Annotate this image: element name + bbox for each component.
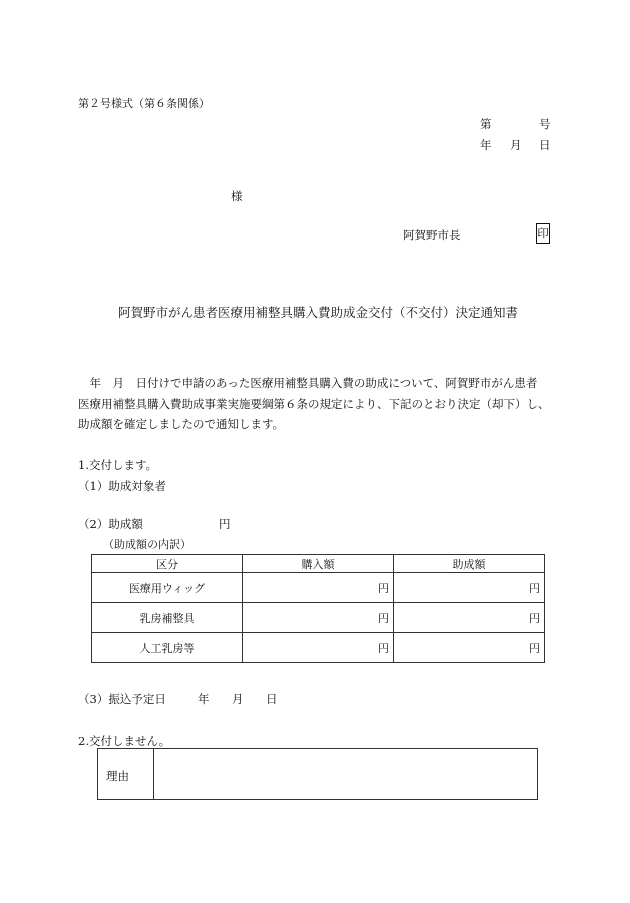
column-header-subsidy: 助成額	[394, 555, 545, 573]
row-purchase-amount: 円	[243, 633, 394, 663]
transfer-date-day: 日	[266, 692, 278, 706]
row-subsidy-amount: 円	[394, 633, 545, 663]
body-line: 医療用補整具購入費助成事業実施要綱第６条の規定により、下記のとおり決定（却下）し、	[78, 396, 550, 411]
form-number-label: 第２号様式（第６条関係）	[78, 97, 210, 110]
seal-stamp-box	[536, 223, 550, 244]
row-subsidy-amount: 円	[394, 603, 545, 633]
transfer-date-year: 年	[198, 692, 210, 706]
reason-divider	[153, 749, 154, 799]
transfer-date-month: 月	[232, 692, 244, 706]
date-day-label: 日	[539, 138, 551, 152]
table-header-row	[92, 555, 545, 573]
body-paragraph	[78, 373, 558, 435]
reason-box	[97, 748, 538, 800]
body-line: 助成額を確定しましたので通知します。	[78, 417, 285, 431]
transfer-date-label: （3）振込予定日	[78, 692, 166, 706]
sender-name: 阿賀野市長	[403, 228, 461, 242]
body-line: 年 月 日付けで申請のあった医療用補整具購入費の助成について、阿賀野市がん患者	[78, 376, 538, 390]
section2-heading: 2.交付しません。	[78, 734, 171, 748]
addressee-honorific: 様	[231, 189, 243, 203]
row-purchase-amount: 円	[243, 603, 394, 633]
document-number-suffix: 号	[539, 117, 551, 131]
row-subsidy-amount: 円	[394, 573, 545, 603]
column-header-purchase: 購入額	[243, 555, 394, 573]
row-purchase-amount: 円	[243, 573, 394, 603]
section1-heading: 1.交付します。	[78, 458, 158, 472]
table-row	[92, 633, 545, 663]
subsidy-amount-label: （2）助成額	[78, 517, 143, 531]
row-category: 人工乳房等	[92, 633, 243, 663]
table-row	[92, 573, 545, 603]
row-category: 乳房補整具	[92, 603, 243, 633]
subsidy-recipient-label: （1）助成対象者	[78, 479, 166, 493]
seal-mark: 印	[537, 225, 549, 240]
document-number-prefix: 第	[480, 117, 492, 131]
document-title: 阿賀野市がん患者医療用補整具購入費助成金交付（不交付）決定通知書	[118, 305, 519, 320]
date-month-label: 月	[510, 138, 522, 152]
breakdown-label: （助成額の内訳）	[103, 538, 191, 551]
row-category: 医療用ウィッグ	[92, 573, 243, 603]
date-year-label: 年	[480, 138, 492, 152]
breakdown-table	[91, 554, 545, 663]
column-header-category: 区分	[92, 555, 243, 573]
subsidy-amount-unit: 円	[219, 517, 231, 531]
table-row	[92, 603, 545, 633]
reason-label: 理由	[106, 769, 129, 783]
